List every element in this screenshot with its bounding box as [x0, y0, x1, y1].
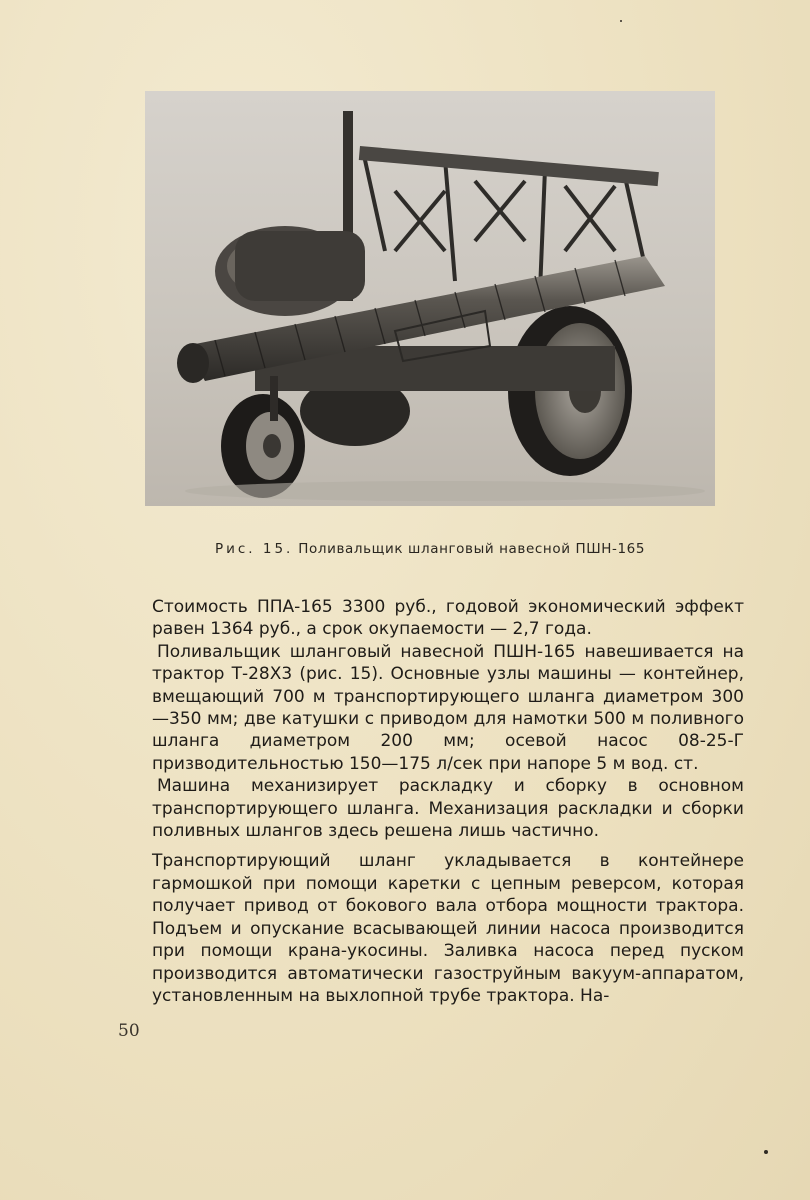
paragraph: Поливальщик шланговый навесной ПШН-165 навешивается на трактор Т-28Х3 (рис. 15). Основные узлы машины — контейнер, вмещающий 700 м транспортирующего шланга диаметром 300—350 мм; две катушки с приводом для намотки 500 м поливного шланга диаметром 200 мм; осевой насос 08-25-Г призводительностью 150—175 л/сек при напоре 5 м вод. ст.	[152, 641, 744, 774]
paragraph: Машина механизирует раскладку и сборку в основном транспортирующего шланга. Механизация раскладки и сборки поливных шлангов здесь решена лишь частично.	[152, 776, 744, 842]
page-number: 50	[118, 1021, 140, 1041]
paragraph: Транспортирующий шланг укладывается в контейнере гармошкой при помощи каретки с цепным реверсом, которая получает привод от бокового вала отбора мощности трактора. Подъем и опускание всасывающей линии насоса производится при помощи крана-укосины. Заливка насоса перед пуском производится автоматически газоструйным вакуум-аппаратом, установленным на выхлопной трубе трактора. На-	[152, 851, 744, 1006]
paper-speck	[764, 1150, 768, 1154]
figure-caption	[145, 541, 715, 557]
caption-label: Рис. 15.	[214, 541, 294, 557]
paragraph: Стоимость ППА-165 3300 руб., годовой экономический эффект равен 1364 руб., а срок окупаемости — 2,7 года.	[152, 597, 744, 640]
caption-text: Поливальщик шланговый навесной ПШН-165	[298, 541, 646, 557]
figure-photo	[145, 91, 715, 506]
hose-sprinkler-tractor-photo	[145, 91, 715, 506]
paper-speck	[620, 20, 622, 22]
body-text	[152, 596, 744, 1007]
